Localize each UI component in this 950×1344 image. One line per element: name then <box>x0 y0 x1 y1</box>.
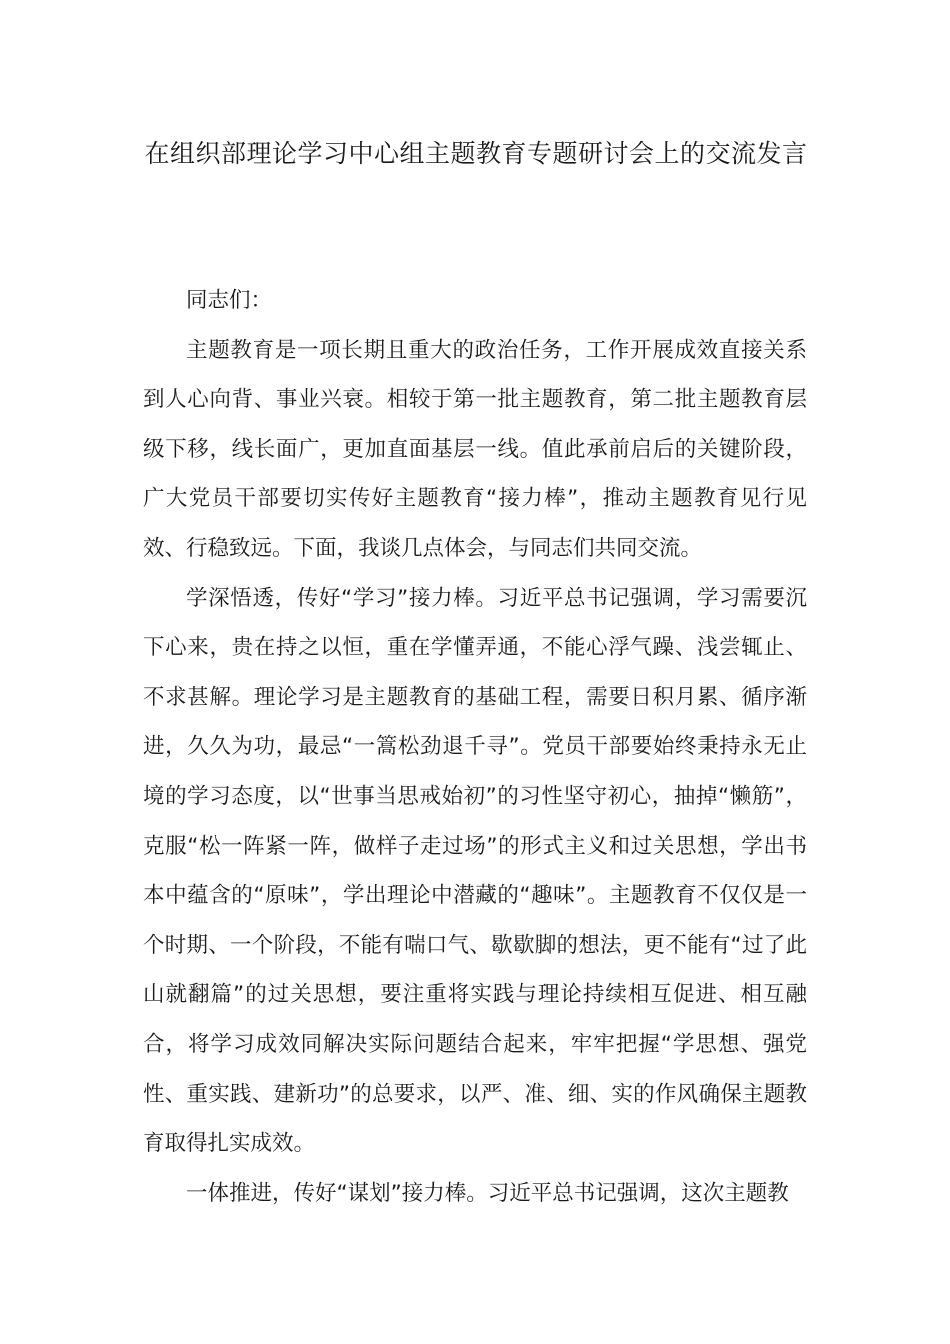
document-body <box>143 276 807 1218</box>
paragraph-intro: 主题教育是一项长期且重大的政治任务，工作开展成效直接关系到人心向背、事业兴衰。相较于第一批主题教育，第二批主题教育层级下移，线长面广，更加直面基层一线。值此承前启后的关键阶段，广大党员干部要切实传好主题教育“接力棒”，推动主题教育见行见效、行稳致远。下面，我谈几点体会，与同志们共同交流。 <box>143 337 807 561</box>
paragraph-study: 学深悟透，传好“学习”接力棒。习近平总书记强调，学习需要沉下心来，贵在持之以恒，重在学懂弄通，不能心浮气躁、浅尝辄止、不求甚解。理论学习是主题教育的基础工程，需要日积月累、循序渐进，久久为功，最忌“一篙松劲退千寻”。党员干部要始终秉持永无止境的学习态度，以“世事当思戒始初”的习性坚守初心，抽掉“懒筋”，克服“松一阵紧一阵，做样子走过场”的形式主义和过关思想，学出书本中蕴含的“原味”，学出理论中潜藏的“趣味”。主题教育不仅仅是一个时期、一个阶段，不能有喘口气、歇歇脚的想法，更不能有“过了此山就翻篇”的过关思想，要注重将实践与理论持续相互促进、相互融合，将学习成效同解决实际问题结合起来，牢牢把握“学思想、强党性、重实践、建新功”的总要求，以严、准、细、实的作风确保主题教育取得扎实成效。 <box>143 585 807 1157</box>
salutation: 同志们： <box>186 288 273 313</box>
document-title: 在组织部理论学习中心组主题教育专题研讨会上的交流发言 <box>144 139 808 168</box>
paragraph-planning: 一体推进，传好“谋划”接力棒。习近平总书记强调，这次主题教 <box>186 1180 789 1206</box>
